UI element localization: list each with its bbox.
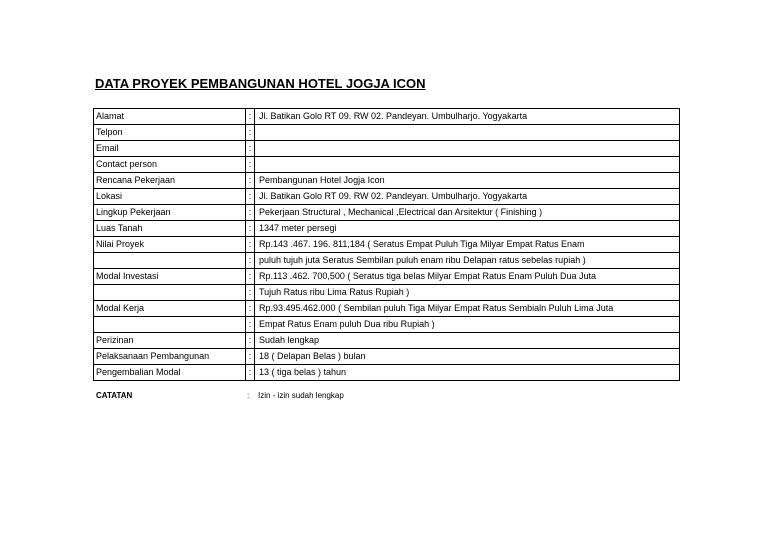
note-label: CATATAN (96, 391, 133, 400)
row-label: Luas Tanah (94, 221, 246, 237)
row-value: Sudah lengkap (255, 333, 680, 349)
row-label: Perizinan (94, 333, 246, 349)
row-value: Rp.143 .467. 196. 811,184 ( Seratus Empat Puluh Tiga Milyar Empat Ratus Enam (255, 237, 680, 253)
row-label: Email (94, 141, 246, 157)
table-row (94, 253, 680, 269)
row-label: Rencana Pekerjaan (94, 173, 246, 189)
row-label: Pengembalian Modal (94, 365, 246, 381)
table-row (94, 109, 680, 125)
row-separator: : (246, 205, 255, 221)
row-separator: : (246, 269, 255, 285)
row-label: Telpon (94, 125, 246, 141)
row-value: Pembangunan Hotel Jogja Icon (255, 173, 680, 189)
row-label: Nilai Proyek (94, 237, 246, 253)
row-value (255, 157, 680, 173)
table-row (94, 125, 680, 141)
table-row (94, 285, 680, 301)
row-label: Pelaksanaan Pembangunan (94, 349, 246, 365)
row-separator: : (246, 189, 255, 205)
row-value (255, 141, 680, 157)
table-row (94, 141, 680, 157)
note-separator: : (247, 391, 250, 400)
table-row (94, 237, 680, 253)
project-data-rows (94, 109, 680, 381)
table-row (94, 205, 680, 221)
row-label: Lokasi (94, 189, 246, 205)
row-separator: : (246, 109, 255, 125)
row-separator: : (246, 333, 255, 349)
note-text: Izin - izin sudah lengkap (258, 391, 344, 400)
row-label: Modal Kerja (94, 301, 246, 317)
row-separator: : (246, 141, 255, 157)
row-label (94, 285, 246, 301)
row-label (94, 253, 246, 269)
row-separator: : (246, 349, 255, 365)
table-row (94, 365, 680, 381)
row-value: 13 ( tiga belas ) tahun (255, 365, 680, 381)
row-label: Modal Investasi (94, 269, 246, 285)
row-label (94, 317, 246, 333)
row-label: Alamat (94, 109, 246, 125)
project-data-table (93, 108, 680, 381)
row-value: Rp.113 .462. 700,500 ( Seratus tiga belas Milyar Empat Ratus Enam Puluh Dua Juta (255, 269, 680, 285)
row-value (255, 125, 680, 141)
row-separator: : (246, 285, 255, 301)
table-row (94, 301, 680, 317)
row-separator: : (246, 317, 255, 333)
row-separator: : (246, 253, 255, 269)
row-value: Tujuh Ratus ribu Lima Ratus Rupiah ) (255, 285, 680, 301)
row-value: Empat Ratus Enam puluh Dua ribu Rupiah ) (255, 317, 680, 333)
row-value: 18 ( Delapan Belas ) bulan (255, 349, 680, 365)
row-separator: : (246, 301, 255, 317)
row-separator: : (246, 173, 255, 189)
document-title: DATA PROYEK PEMBANGUNAN HOTEL JOGJA ICON (95, 76, 426, 91)
table-row (94, 317, 680, 333)
table-row (94, 269, 680, 285)
row-value: puluh tujuh juta Seratus Sembilan puluh enam ribu Delapan ratus sebelas rupiah ) (255, 253, 680, 269)
row-separator: : (246, 125, 255, 141)
row-separator: : (246, 237, 255, 253)
row-value: 1347 meter persegi (255, 221, 680, 237)
table-row (94, 173, 680, 189)
row-value: Jl. Batikan Golo RT 09. RW 02. Pandeyan. Umbulharjo. Yogyakarta (255, 189, 680, 205)
row-separator: : (246, 221, 255, 237)
table-row (94, 221, 680, 237)
row-value: Pekerjaan Structural , Mechanical ,Electrical dan Arsitektur ( Finishing ) (255, 205, 680, 221)
row-value: Jl. Batikan Golo RT 09. RW 02. Pandeyan. Umbulharjo. Yogyakarta (255, 109, 680, 125)
table-row (94, 189, 680, 205)
row-separator: : (246, 365, 255, 381)
row-separator: : (246, 157, 255, 173)
row-label: Contact person (94, 157, 246, 173)
table-row (94, 349, 680, 365)
row-value: Rp.93.495.462.000 ( Sembilan puluh Tiga Milyar Empat Ratus Sembialn Puluh Lima Juta (255, 301, 680, 317)
row-label: Lingkup Pekerjaan (94, 205, 246, 221)
table-row (94, 157, 680, 173)
table-row (94, 333, 680, 349)
